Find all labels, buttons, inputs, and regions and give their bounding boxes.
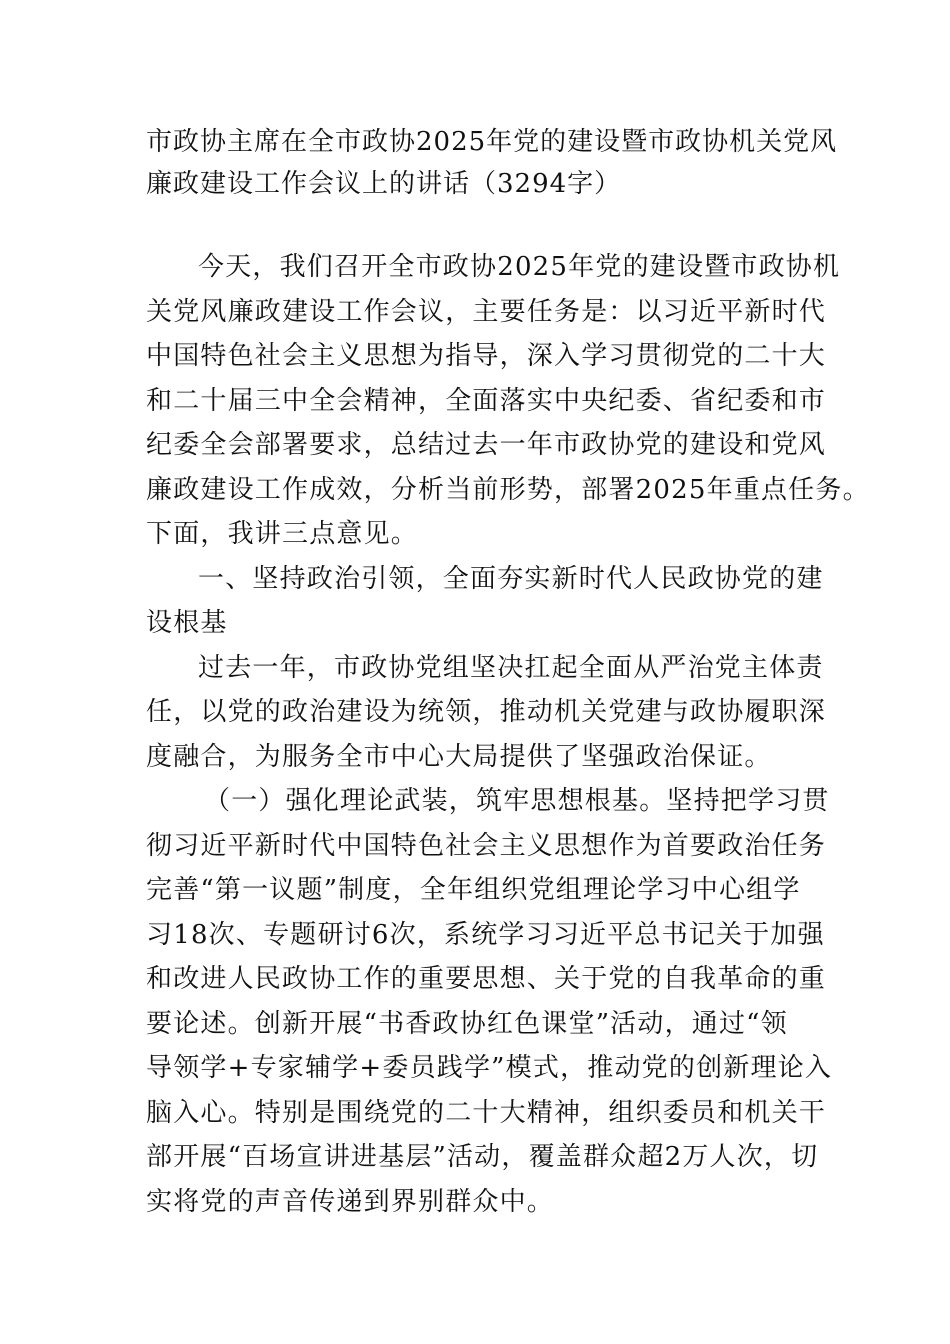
paragraph-line: （一）强化理论武装，筑牢思想根基。坚持把学习贯 [204,786,830,816]
title-line: 市政协主席在全市政协2025年党的建设暨市政协机关党风 [146,127,838,157]
paragraph-line: 今天，我们召开全市政协2025年党的建设暨市政协机 [198,252,841,282]
paragraph-line: 部开展“百场宣讲进基层”活动，覆盖群众超2万人次，切 [146,1142,819,1172]
paragraph-line: 实将党的声音传递到界别群众中。 [146,1186,555,1217]
paragraph-line: 习18次、专题研讨6次，系统学习习近平总书记关于加强 [146,919,825,950]
document-title [146,121,838,205]
paragraph-subsection-1 [146,779,833,1224]
paragraph-line: 过去一年，市政协党组坚决扛起全面从严治党主体责 [198,652,824,683]
paragraph-line: 任，以党的政治建设为统领，推动机关党建与政协履职深 [146,697,827,727]
paragraph-line: 和改进人民政协工作的重要思想、关于党的自我革命的重 [146,964,827,994]
paragraph-line: 和二十届三中全会精神，全面落实中央纪委、省纪委和市 [146,385,827,416]
paragraph-line: 完善“第一议题”制度，全年组织党组理论学习中心组学 [146,875,801,905]
paragraph-line: 彻习近平新时代中国特色社会主义思想作为首要政治任务 [146,830,827,861]
title-line: 廉政建设工作会议上的讲话（3294字） [146,169,622,199]
paragraph-line: 中国特色社会主义思想为指导，深入学习贯彻党的二十大 [146,341,827,371]
heading-line: 设根基 [146,608,228,638]
paragraph-line: 纪委全会部署要求，总结过去一年市政协党的建设和党风 [146,430,827,460]
paragraph-line: 度融合，为服务全市中心大局提供了坚强政治保证。 [146,741,772,772]
paragraph-line: 下面，我讲三点意见。 [146,519,419,549]
paragraph-line: 关党风廉政建设工作会议，主要任务是：以习近平新时代 [146,296,827,327]
paragraph-line: 要论述。创新开展“书香政协红色课堂”活动，通过“领 [146,1008,788,1039]
paragraph-line: 脑入心。特别是围绕党的二十大精神，组织委员和机关干 [146,1097,827,1128]
paragraph-line: 廉政建设工作成效，分析当前形势，部署2025年重点任务。 [146,474,870,505]
paragraph-opening [146,245,870,557]
paragraph-line: 导领学+专家辅学+委员践学”模式，推动党的创新理论入 [146,1053,833,1083]
document-body [146,245,870,1224]
section-heading [146,557,826,646]
paragraph-summary [146,646,826,780]
heading-line: 一、坚持政治引领，全面夯实新时代人民政协党的建 [198,563,824,594]
